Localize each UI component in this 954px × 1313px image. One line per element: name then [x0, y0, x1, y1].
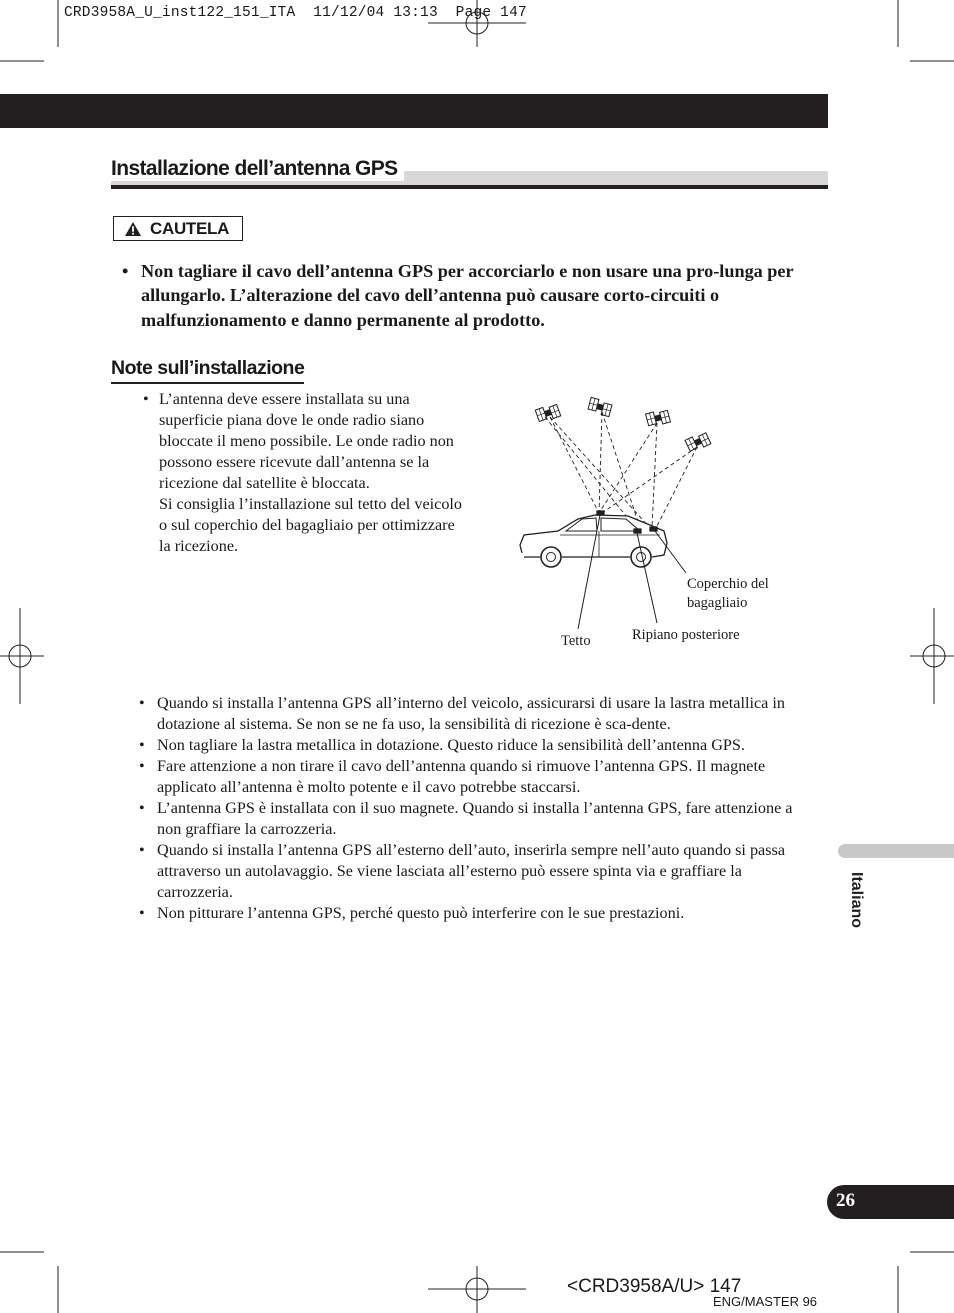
installation-notes-list	[139, 693, 809, 924]
list-item	[139, 840, 809, 903]
notes-title: Note sull’installazione	[111, 357, 304, 384]
section-title: Installazione dell’antenna GPS	[111, 157, 404, 181]
note-text-continued: Si consiglia l’installazione sul tetto del veicolo o sul coperchio del bagagliaio per ottimizzare la ricezione.	[159, 495, 463, 555]
label-roof: Tetto	[561, 633, 591, 649]
language-side-tab	[830, 870, 886, 950]
bullet: •	[139, 904, 145, 922]
header-bar	[0, 94, 828, 128]
satellite-icon	[535, 397, 711, 453]
list-item-text: Non tagliare la lastra metallica in dotazione. Questo riduce la sensibilità dell’antenna GPS.	[157, 736, 745, 754]
bullet: •	[143, 390, 149, 408]
bullet: •	[122, 261, 129, 281]
page-number-tab	[827, 1185, 954, 1219]
list-item-text: Fare attenzione a non tirare il cavo dell’antenna quando si rimuove l’antenna GPS. Il magnete applicato all’antenna è molto potente e il cavo potrebbe staccarsi.	[157, 757, 766, 796]
bullet: •	[139, 736, 145, 754]
antenna-diagram	[500, 385, 800, 655]
list-item	[139, 735, 809, 756]
page-number: 26	[836, 1190, 855, 1211]
signal-lines	[545, 412, 697, 528]
footer-master: ENG/MASTER 96	[713, 1294, 818, 1309]
list-item-text: Non pitturare l’antenna GPS, perché questo può interferire con le sue prestazioni.	[157, 904, 685, 922]
warning-triangle-icon	[124, 221, 142, 237]
note-paragraph	[143, 389, 463, 557]
title-rule	[111, 185, 828, 189]
list-item-text: Quando si installa l’antenna GPS all’interno del veicolo, assicurarsi di usare la lastra metallica in dotazione al sistema. Se non se ne fa uso, la sensibilità di ricezione è sca-dente.	[157, 694, 785, 733]
caution-text	[122, 259, 802, 332]
car-icon	[520, 511, 667, 567]
bullet: •	[139, 694, 145, 712]
bullet: •	[139, 841, 145, 859]
label-trunk: Coperchio del bagagliaio	[687, 576, 769, 611]
print-slug: CRD3958A_U_inst122_151_ITA 11/12/04 13:13 Page 147	[64, 5, 527, 21]
list-item	[139, 798, 809, 840]
caution-label: CAUTELA	[150, 218, 230, 238]
footer-code: <CRD3958A/U> 147	[567, 1276, 742, 1297]
bullet: •	[139, 799, 145, 817]
list-item	[139, 693, 809, 735]
bullet: •	[139, 757, 145, 775]
caution-paragraph: Non tagliare il cavo dell’antenna GPS per accorciarlo e non usare una pro-lunga per allungarlo. L’alterazione del cavo dell’antenna può causare corto-circuiti o malfunzionamento e danno permanente al prodotto.	[141, 261, 794, 330]
list-item-text: L’antenna GPS è installata con il suo magnete. Quando si installa l’antenna GPS, fare attenzione a non graffiare la carrozzeria.	[157, 799, 793, 838]
language-label: Italiano	[848, 872, 865, 929]
language-tab-marker	[838, 844, 954, 858]
caution-box	[113, 216, 243, 241]
list-item	[139, 756, 809, 798]
list-item-text: Quando si installa l’antenna GPS all’esterno dell’auto, inserirla sempre nell’auto quando si passa attraverso un autolavaggio. Se viene lasciata all’esterno può essere spinta via e graffiare la carrozzeria.	[157, 841, 786, 901]
list-item	[139, 903, 809, 924]
label-rear-shelf: Ripiano posteriore	[632, 627, 740, 643]
note-text: L’antenna deve essere installata su una superficie piana dove le onde radio siano bloccate il meno possibile. Le onde radio non possono essere ricevute dall’antenna se la ricezione dal satellite è bloccata.	[159, 390, 454, 492]
